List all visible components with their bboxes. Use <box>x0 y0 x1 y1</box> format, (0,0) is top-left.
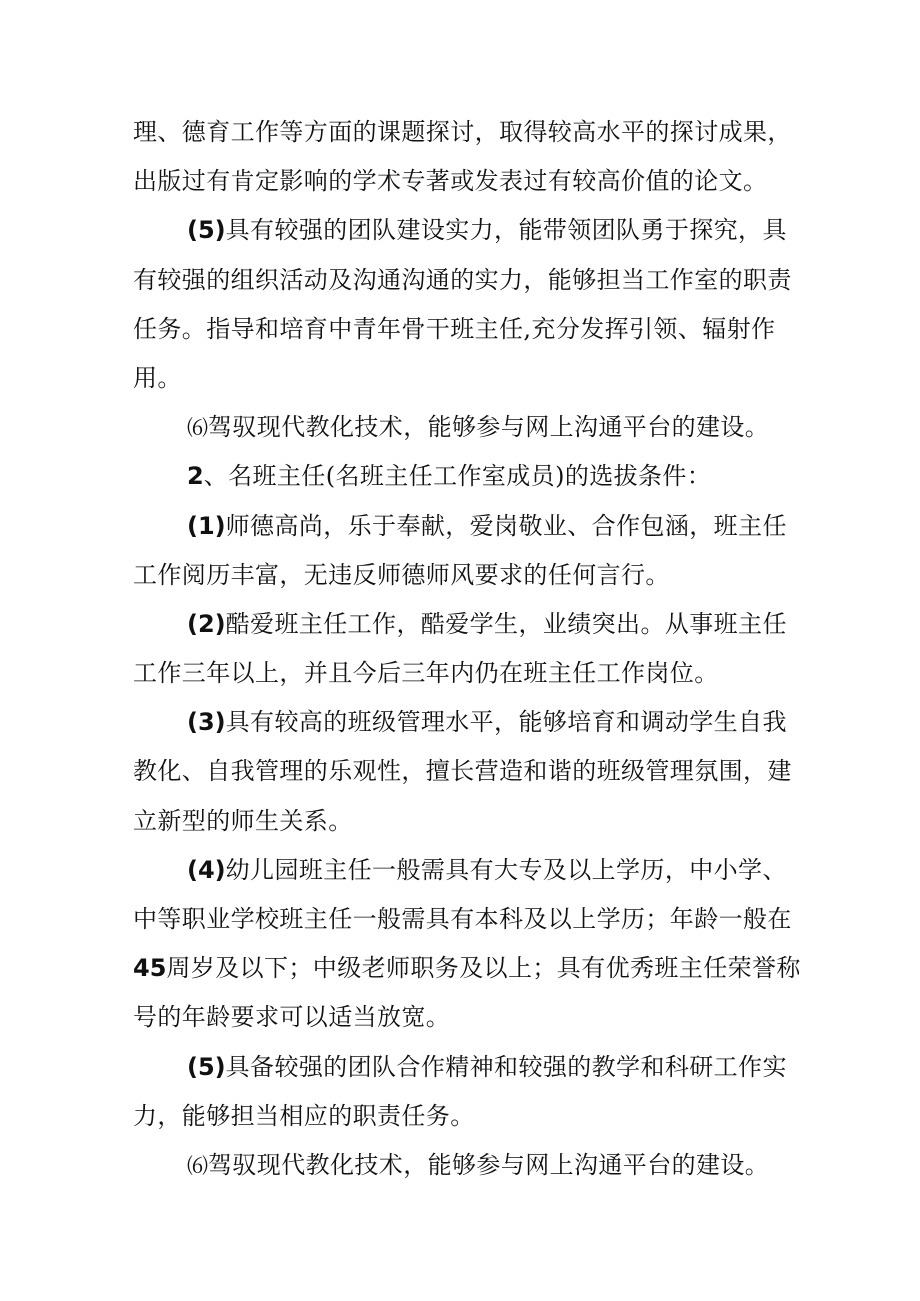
text-line: 出版过有肯定影响的学术专著或发表过有较高价值的论文。 <box>133 167 768 196</box>
text-line: 用。 <box>133 363 182 392</box>
item-marker: ⑹ <box>187 1153 208 1178</box>
item-1-line <box>133 502 795 551</box>
text: 驾驭现代教化技术，能够参与网上沟通平台的建设。 <box>208 1150 770 1179</box>
text-line: 工作阅历丰富，无违反师德师风要求的任何言行。 <box>133 560 670 589</box>
item-5-line <box>133 206 795 255</box>
section-heading <box>133 452 795 501</box>
text: 幼儿园班主任一般需具有大专及以上学历，中小学、 <box>225 855 787 884</box>
text: 具有较强的团队建设实力，能带领团队勇于探究，具 <box>225 216 787 245</box>
text: 具有较高的班级管理水平，能够培育和调动学生自我 <box>225 708 787 737</box>
item-marker: (5) <box>187 1052 226 1081</box>
item-4-line <box>133 846 795 895</box>
text-line: 立新型的师生关系。 <box>133 806 353 835</box>
text-line: 中等职业学校班主任一般需具有本科及以上学历；年龄一般在 <box>133 905 792 933</box>
text-line: 号的年龄要求可以适当放宽。 <box>133 1003 451 1032</box>
text: 具备较强的团队合作精神和较强的教学和科研工作实 <box>225 1052 787 1081</box>
document-page <box>133 108 801 1190</box>
item-6b-line <box>133 1141 795 1190</box>
item-6-line <box>133 403 795 452</box>
item-marker: (2) <box>187 609 226 638</box>
text: 驾驭现代教化技术，能够参与网上沟通平台的建设。 <box>208 413 770 442</box>
text-line <box>133 944 801 993</box>
section-number: 2 <box>187 462 204 491</box>
item-3-line <box>133 698 795 747</box>
text-line: 有较强的组织活动及沟通沟通的实力，能够担当工作室的职责 <box>133 265 792 294</box>
item-marker: ⑹ <box>187 416 208 441</box>
text: 周岁及以下；中级老师职务及以上；具有优秀班主任荣誉称 <box>166 954 801 983</box>
text-line: 力，能够担当相应的职责任务。 <box>133 1101 475 1130</box>
text: 酷爱班主任工作，酷爱学生，业绩突出。从事班主任 <box>225 609 787 638</box>
item-marker: (5) <box>187 216 226 245</box>
text-line: 工作三年以上，并且今后三年内仍在班主任工作岗位。 <box>133 659 719 688</box>
item-marker: (1) <box>187 511 226 540</box>
text-line: 理、德育工作等方面的课题探讨，取得较高水平的探讨成果， <box>133 118 792 146</box>
item-5b-line <box>133 1043 795 1092</box>
item-marker: (3) <box>187 708 226 737</box>
text-line: 教化、自我管理的乐观性，擅长营造和谐的班级管理氛围，建 <box>133 757 792 786</box>
item-2-line <box>133 600 795 649</box>
section-title: 、名班主任(名班主任工作室成员)的选拔条件： <box>203 462 712 491</box>
item-marker: (4) <box>187 855 226 884</box>
text: 师德高尚，乐于奉献，爱岗敬业、合作包涵，班主任 <box>225 511 787 540</box>
text-line: 任务。指导和培育中青年骨干班主任,充分发挥引领、辐射作 <box>133 314 776 343</box>
age-number: 45 <box>133 954 167 983</box>
